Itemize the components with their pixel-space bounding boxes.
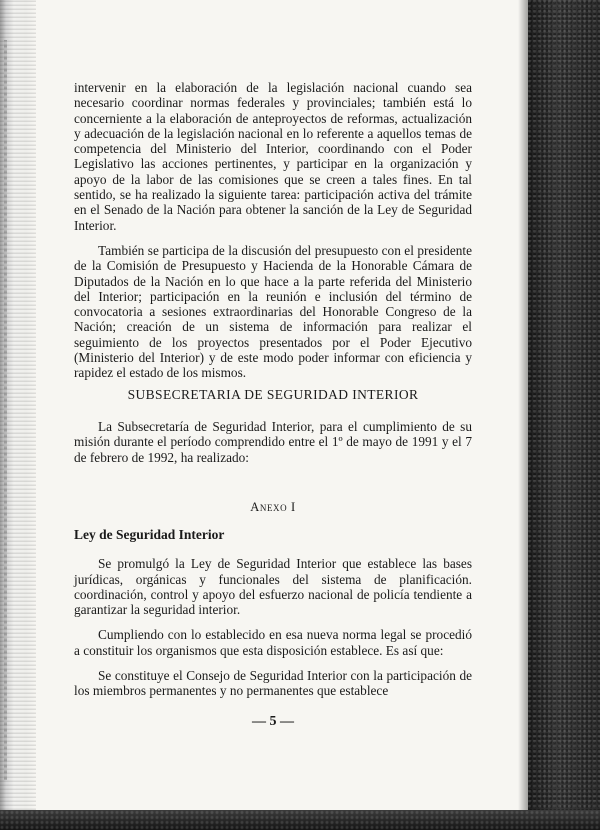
annex-paragraph-3: Se constituye el Consejo de Seguridad Interior con la participación de los miembros permanentes y no permanentes que establece (74, 668, 472, 699)
annex-paragraph-2: Cumpliendo con lo establecido en esa nueva norma legal se procedió a constituir los organismos que esta disposición establece. Es así que: (74, 627, 472, 658)
paragraph-presupuesto: También se participa de la discusión del presupuesto con el presidente de la Comisión de Presupuesto y Hacienda de la Honorable Cámara de Diputados de la Nación en lo que hace a la parte referida del Ministerio del Interior; participación en la reunión e inclusión del término de convocatoria a sesiones extraordinarias del Honorable Congreso de la Nación; creación de un sistema de información para realizar el seguimiento de los proyectos presentados por el Poder Ejecutivo (Ministerio del Interior) y de este modo poder informar con eficiencia y rapidez el estado de los mismos. (74, 242, 472, 381)
annex-body (74, 527, 472, 699)
annex-title: Ley de Seguridad Interior (74, 527, 225, 542)
page-number: — 5 — (252, 714, 294, 729)
section-intro: La Subsecretaría de Seguridad Interior, para el cumplimiento de su misión durante el período comprendido entre el 1º de mayo de 1991 y el 7 de febrero de 1992, ha realizado: (74, 419, 472, 465)
annex-paragraph-1: Se promulgó la Ley de Seguridad Interior que establece las bases jurídicas, orgánicas y funcionales del sistema de planificación. coordinación, control y apoyo del esfuerzo nacional de policía tendiente a garantizar la seguridad interior. (74, 556, 472, 618)
paragraph-legislacion: intervenir en la elaboración de la legislación nacional cuando sea necesario coordinar normas federales y provinciales; también está lo concerniente a la elaboración de anteproyectos de reformas, actualización y adecuación de la legislación nacional en lo referente a aquellos temas de competencia del Ministerio del Interior, coordinando con el Poder Legislativo las acciones pertinentes, y participar en la organización y apoyo de la labor de las comisiones que se creen a tales fines. En tal sentido, se ha realizado la siguiente tarea: participación activa del trámite en el Senado de la Nación para obtener la sanción de la Ley de Seguridad Interior. (74, 80, 472, 233)
scanner-dark-margin-bottom (0, 810, 600, 830)
scanner-dark-margin-right (528, 0, 600, 830)
book-binding-edge (0, 0, 36, 830)
section-heading: SUBSECRETARIA DE SEGURIDAD INTERIOR (127, 387, 419, 402)
section-intro-block (74, 419, 472, 465)
body-text (74, 80, 472, 381)
annex-label: Anexo I (250, 500, 296, 514)
